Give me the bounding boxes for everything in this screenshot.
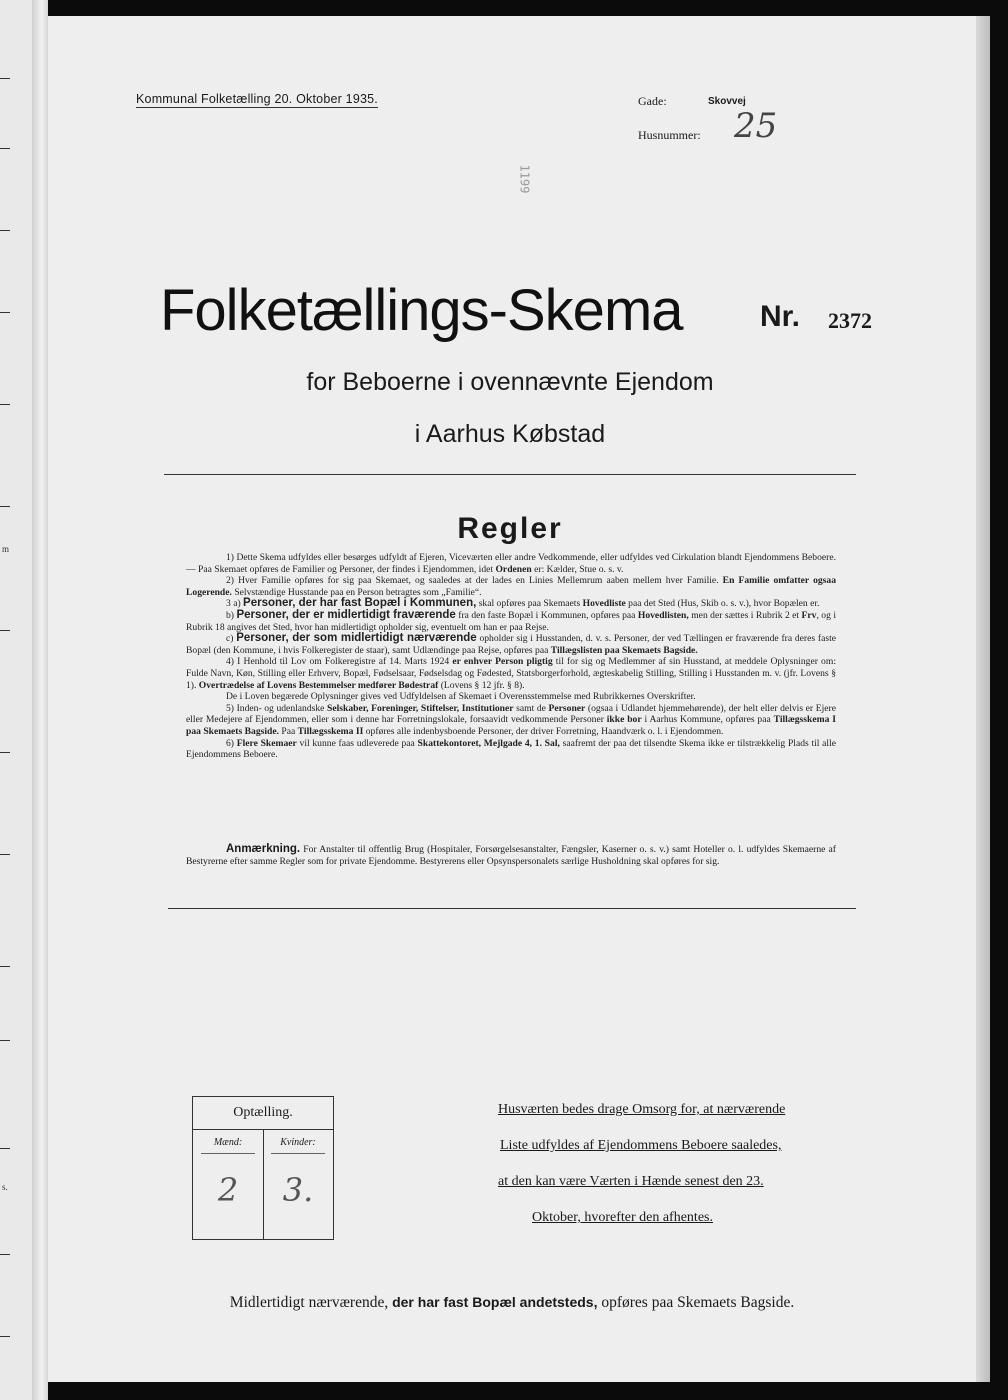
pencil-annotation: 1199 bbox=[517, 164, 532, 194]
street-label: Gade: bbox=[638, 94, 667, 108]
rule-3a: 3 a) Personer, der har fast Bopæl i Kommunen, skal opføres paa Skemaets Hovedliste paa det Sted (Hus, Skib o. s. v.), hvor Bopælen er. bbox=[226, 597, 820, 610]
rule-6: 6) Flere Skemaer vil kunne faas udleverede paa Skattekontoret, Mejlgade 4, 1. Sal, saafremt der paa det tilsendte Skema ikke er tilstrækkelig Plads til alle Ejendommens Beboere. bbox=[186, 737, 837, 761]
form-title: Folketællings-Skema bbox=[160, 278, 683, 343]
edge-tick bbox=[0, 630, 10, 631]
edge-tick bbox=[0, 404, 10, 405]
edge-text: m bbox=[2, 544, 10, 554]
rule-4-continued: De i Loven begærede Oplysninger gives ved Udfyldelsen af Skemaet i Overensstemmelse med Rubrikkernes Overskrifter. bbox=[226, 691, 696, 703]
count-box-rule bbox=[201, 1153, 255, 1154]
census-header: Kommunal Folketælling 20. Oktober 1935. bbox=[136, 92, 378, 106]
remark-text: For Anstalter til offentlig Brug (Hospitaler, Forsørgelsesanstalter, Fængsler, Kaserner o. s. v.) samt Hoteller o. l. udfyldes Skemaerne af Bestyrerne efter samme Regler som for private Ejendomme. Bestyrerens eller Opsynspersonalets særlige Husholdning skal opføres for sig. bbox=[186, 844, 836, 867]
house-number-value: 25 bbox=[734, 106, 778, 146]
adjacent-page-edge bbox=[0, 0, 32, 1400]
book-spine bbox=[32, 0, 48, 1400]
edge-text: s. bbox=[2, 1182, 8, 1192]
edge-tick bbox=[0, 78, 10, 79]
page-stack-edge bbox=[976, 16, 990, 1382]
form-location: i Aarhus Købstad bbox=[414, 420, 606, 448]
count-box-title: Optælling. bbox=[193, 1097, 333, 1130]
count-box-rule bbox=[271, 1153, 325, 1154]
house-number-label: Husnummer: bbox=[638, 128, 701, 142]
edge-tick bbox=[0, 1336, 10, 1337]
notice-line-3: at den kan være Værten i Hænde senest den 23. bbox=[498, 1174, 764, 1189]
notice-line-2: Liste udfyldes af Ejendommens Beboere saaledes, bbox=[500, 1138, 782, 1153]
rule-1: 1) Dette Skema udfyldes eller besørges udfyldt af Ejeren, Viceværten eller andre Vedkommende, eller udfyldes ved Cirkulation blandt Ejendommens Beboere. — Paa Skemaet opføres de Familier og Personer, der findes i Ejendommen, idet Ordenen er: Kælder, Stue o. s. v. bbox=[186, 552, 836, 575]
rule-3b: b) Personer, der er midlertidigt fraværende fra den faste Bopæl i Kommunen, opføres paa Hovedlisten, men der sættes i Rubrik 2 et Frv, og i Rubrik 18 angives det Sted, hvor han midlertidigt opholder sig, eventuelt om han er paa Rejse. bbox=[186, 608, 837, 633]
form-number-value: 2372 bbox=[828, 308, 872, 333]
rules-heading: Regler bbox=[457, 512, 563, 545]
divider bbox=[168, 908, 856, 909]
form-subtitle: for Beboerne i ovennævnte Ejendom bbox=[306, 368, 714, 396]
edge-tick bbox=[0, 506, 10, 507]
edge-tick bbox=[0, 1040, 10, 1041]
edge-tick bbox=[0, 230, 10, 231]
notice-line-4: Oktober, hvorefter den afhentes. bbox=[532, 1210, 713, 1225]
rule-4: 4) I Henhold til Lov om Folkeregistre af 14. Marts 1924 er enhver Person pligtig til for sig og Medlemmer af sin Husstand, at meddele Oplysninger om: Fulde Navn, Køn, Stilling eller Erhverv, Bopæl, Fødselsaar, Fødselsdag og Fødested, Statsborgerforhold, ægteskabelig Stilling, Stilling i Husstanden m. v. (jfr. Lovens § 1). Overtrædelse af Lovens Bestemmelser medfører Bødestraf (Lovens § 12 jfr. § 8). bbox=[186, 656, 836, 691]
edge-tick bbox=[0, 312, 10, 313]
rule-2: 2) Hver Familie opføres for sig paa Skemaet, og saaledes at der lades en Linies Mellemrum aaben mellem hver Familie. En Familie omfatter ogsaa Logerende. Selvstændige Husstande paa en Person betragtes som „Familie“. bbox=[186, 575, 836, 598]
women-label: Kvinder: bbox=[280, 1137, 316, 1148]
footer-note: Midlertidigt nærværende, der har fast Bopæl andetsteds, opføres paa Skemaets Bagside. bbox=[229, 1294, 795, 1311]
rule-5: 5) Inden- og udenlandske Selskaber, Foreninger, Stiftelser, Institutioner samt de Personer (ogsaa i Udlandet hjemmehørende), der helt eller delvis er Ejere eller Medejere af Ejendommen, eller som i denne har Forretningslokale, forsaavidt vedkommende Personer ikke bor i Aarhus Kommune, opføres paa Tillægsskema I paa Skemaets Bagside. Paa Tillægsskema II opføres alle indenbysboende Personer, der driver Forretning, Haandværk o. l. i Ejendommen. bbox=[186, 702, 836, 737]
men-label: Mænd: bbox=[213, 1137, 243, 1148]
notice-line-1: Husværten bedes drage Omsorg for, at nærværende bbox=[498, 1102, 786, 1117]
edge-tick bbox=[0, 1148, 10, 1149]
divider bbox=[164, 474, 856, 475]
edge-tick bbox=[0, 148, 10, 149]
rule-3c: c) Personer, der som midlertidigt nærværende opholder sig i Husstanden, d. v. s. Personer, der ved Tællingen er fraværende fra deres faste Bopæl (den Kommune, i hvis Folkeregister de staar), samt Udlændinge paa Rejse, opføres paa Tillægslisten paa Skemaets Bagside. bbox=[186, 632, 836, 656]
edge-tick bbox=[0, 1254, 10, 1255]
street-value: Skovvej bbox=[708, 96, 746, 107]
edge-tick bbox=[0, 752, 10, 753]
edge-tick bbox=[0, 966, 10, 967]
remark-label: Anmærkning. bbox=[226, 843, 301, 855]
count-box bbox=[192, 1096, 334, 1240]
women-count: 3. bbox=[282, 1171, 314, 1209]
edge-tick bbox=[0, 854, 10, 855]
rules-text bbox=[186, 552, 836, 761]
form-number-label: Nr. bbox=[760, 300, 801, 333]
remark-note bbox=[186, 844, 836, 867]
men-count: 2 bbox=[217, 1171, 239, 1209]
